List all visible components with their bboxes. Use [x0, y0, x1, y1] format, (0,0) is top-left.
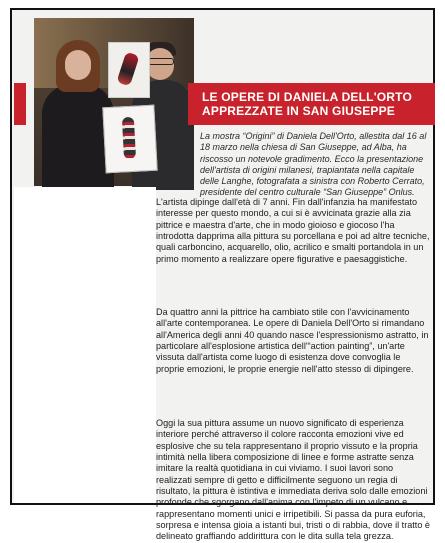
- article-paragraph-2: Da quattro anni la pittrice ha cambiato stile con l'avvicinamento all'arte contemporanea. Le opere di Daniela Dell'Orto si rimandano all'America degli anni 40 quando nasce l'espressionismo astratto, in particolare all'esplosione artistica dell'“action painting”, un'arte vissuta dall'artista come luogo di esistenza dove convoglia le proprie emozioni, le proprie energie nell'atto stesso di dipingere.: [156, 307, 429, 374]
- banner-accent: [14, 83, 26, 125]
- headline: LE OPERE DI DANIELA DELL'ORTO APPREZZATE IN SAN GIUSEPPE: [202, 90, 412, 118]
- magazine-clipping: [10, 8, 435, 542]
- blank-panel: [14, 187, 156, 503]
- article-photo: [34, 18, 194, 186]
- painting-small: [108, 42, 150, 98]
- headline-banner: [188, 83, 435, 125]
- painting-large: [102, 105, 157, 174]
- glasses-icon: [148, 58, 174, 65]
- article-paragraph-1: L'artista dipinge dall'età di 7 anni. Fin dall'infanzia ha manifestato interesse per questo mondo, a cui si è avvicinata grazie alla zia pittrice e maestra d'arte, che in modo gioioso e giocoso l'ha introdotta dapprima alla pittura su porcellana e poi ad altre tecniche, quali carboncino, acquarello, olio, acrilico e smalti portandola in un primo momento a realizzare opere figurative e paesaggistiche.: [156, 197, 430, 264]
- article-paragraph-3: Oggi la sua pittura assume un nuovo significato di esperienza interiore perché attraverso il colore racconta emozioni vive ed esplosive che su tela rappresentano il proprio vissuto e la propria intimità nella libera composizione di linee e forme astratte senza imitare la realtà quotidiana in cui viviamo. I suoi lavori sono realizzati sempre di getto e difficilmente seguono un regia di risultato, la pittura è istintiva e immediata deriva solo dalle emozioni profonde che sgorgano dall'anima con l'impeto di un vulcano e rappresentano momenti unici e irripetibili. Si passa da pura euforia, sorpresa e intensa gioia a istanti bui, tristi o di rabbia, dove il tratto è delineato graffiando addirittura con le dita sulla tela grezza.: [156, 418, 430, 542]
- woman-face: [65, 50, 91, 80]
- article-intro: La mostra “Origini” di Daniela Dell'Orto, allestita dal 16 al 18 marzo nella chiesa di San Giuseppe, ad Alba, ha riscosso un notevole gradimento. Ecco la presentazione dell'artista di origini milanesi, trapiantata nella capitale delle Langhe, fotografata a sinistra con Roberto Cerrato, presidente del centro culturale “San Giuseppe” Onlus.: [200, 131, 427, 198]
